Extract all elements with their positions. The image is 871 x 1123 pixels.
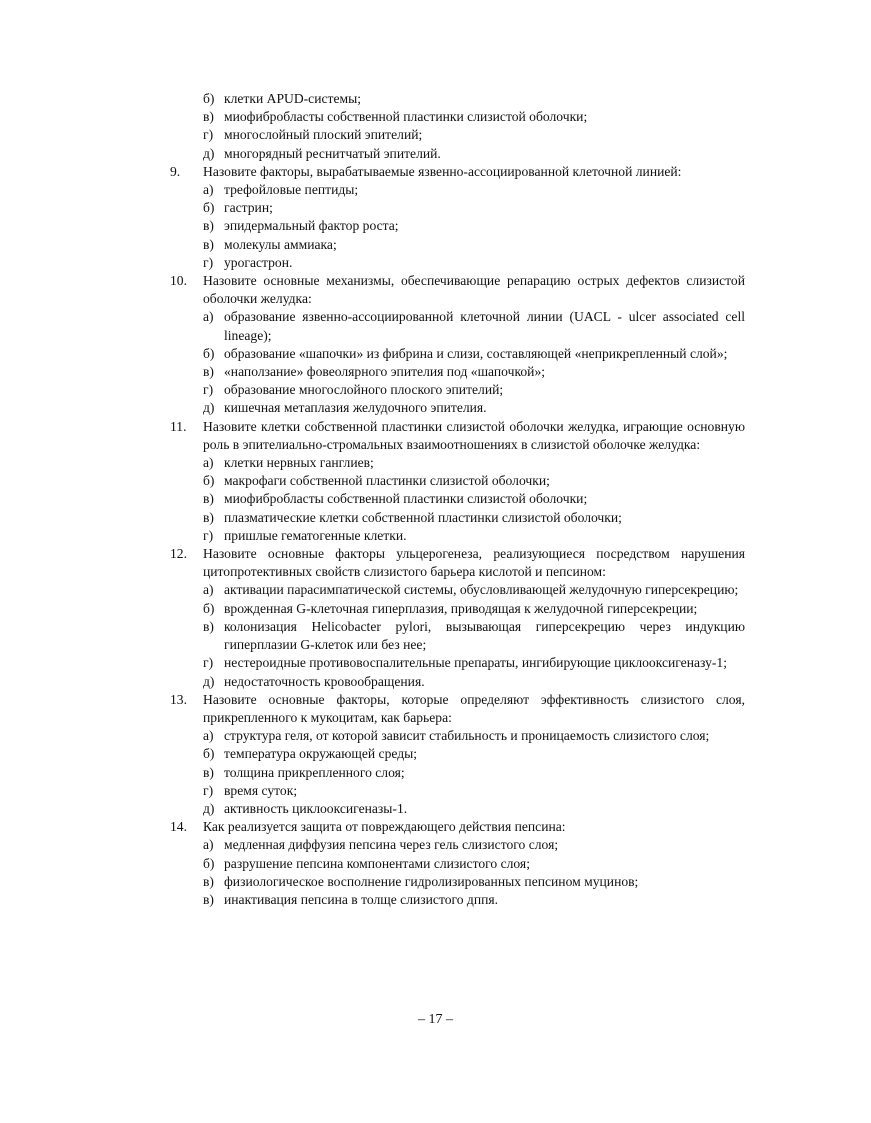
answer-option xyxy=(170,836,745,854)
answer-option-label: а) xyxy=(203,455,214,471)
answer-option-label: в) xyxy=(203,236,214,252)
answer-option-text: урогастрон. xyxy=(224,254,293,270)
question-number: 10. xyxy=(170,273,187,289)
answer-option xyxy=(170,527,745,545)
answer-option xyxy=(170,454,745,472)
question-text: Назовите клетки собственной пластинки слизистой оболочки желудка, играющие основную роль в эпителиально-стромальных взаимоотношениях в слизистой оболочке желудка: xyxy=(203,418,745,452)
answer-option-text: миофибробласты собственной пластинки слизистой оболочки; xyxy=(224,109,588,125)
question-text: Назовите факторы, вырабатываемые язвенно-ассоциированной клеточной линией: xyxy=(203,163,682,179)
answer-option-text: миофибробласты собственной пластинки слизистой оболочки; xyxy=(224,491,588,507)
answer-option-label: г) xyxy=(203,382,214,398)
question-block xyxy=(170,418,745,545)
answer-option-label: б) xyxy=(203,345,215,361)
answer-option-label: г) xyxy=(203,655,214,671)
answer-option xyxy=(170,490,745,508)
answer-option xyxy=(170,891,745,909)
answer-option xyxy=(170,90,745,108)
question-text: Назовите основные факторы, которые определяют эффективность слизистого слоя, прикрепленного к мукоцитам, как барьера: xyxy=(203,691,745,725)
answer-option xyxy=(170,217,745,235)
answer-option xyxy=(170,654,745,672)
question-block xyxy=(170,545,745,691)
question-block xyxy=(170,818,745,909)
answer-option xyxy=(170,472,745,490)
question-heading xyxy=(170,272,745,308)
answer-option xyxy=(170,236,745,254)
answer-option-text: клетки APUD-системы; xyxy=(224,91,362,106)
answer-option-text: инактивация пепсина в толще слизистого дппя. xyxy=(224,891,499,907)
page-content xyxy=(170,90,745,909)
answer-option xyxy=(170,381,745,399)
answer-option-label: б) xyxy=(203,91,215,106)
answer-option-text: плазматические клетки собственной пластинки слизистой оболочки; xyxy=(224,509,622,525)
answer-option xyxy=(170,618,745,654)
question-block xyxy=(170,272,745,418)
question-heading xyxy=(170,545,745,581)
answer-option-text: медленная диффузия пепсина через гель слизистого слоя; xyxy=(224,837,559,853)
answer-option-text: макрофаги собственной пластинки слизистой оболочки; xyxy=(224,473,550,489)
answer-option-label: а) xyxy=(203,728,214,744)
answer-option-label: а) xyxy=(203,837,214,853)
answer-option-text: нестероидные противовоспалительные препараты, ингибирующие циклооксигеназу-1; xyxy=(224,655,728,671)
question-block xyxy=(170,163,745,272)
answer-option-label: в) xyxy=(203,364,214,380)
answer-option xyxy=(170,199,745,217)
answer-option-text: образование многослойного плоского эпителий; xyxy=(224,382,504,398)
answer-option-label: д) xyxy=(203,145,215,161)
answer-option xyxy=(170,363,745,381)
answer-option-text: гастрин; xyxy=(224,200,273,216)
answer-option-label: б) xyxy=(203,855,215,871)
answer-option-label: в) xyxy=(203,891,214,907)
page-number: – 17 – xyxy=(418,1012,453,1027)
answer-option-text: структура геля, от которой зависит стабильность и проницаемость слизистого слоя; xyxy=(224,728,710,744)
question-number: 9. xyxy=(170,163,181,179)
question-heading xyxy=(170,418,745,454)
answer-option-label: б) xyxy=(203,473,215,489)
answer-option-label: г) xyxy=(203,527,214,543)
answer-option-text: многорядный реснитчатый эпителий. xyxy=(224,145,441,161)
answer-option-label: а) xyxy=(203,182,214,198)
answer-option-label: б) xyxy=(203,600,215,616)
answer-option xyxy=(170,509,745,527)
answer-option-label: б) xyxy=(203,746,215,762)
answer-option-text: время суток; xyxy=(224,782,298,798)
answer-option xyxy=(170,126,745,144)
answer-option xyxy=(170,745,745,763)
answer-option-text: физиологическое восполнение гидролизированных пепсином муцинов; xyxy=(224,873,639,889)
answer-option-text: разрушение пепсина компонентами слизистого слоя; xyxy=(224,855,530,871)
answer-option xyxy=(170,345,745,363)
answer-option xyxy=(170,145,745,163)
answer-option-label: а) xyxy=(203,582,214,598)
answer-option xyxy=(170,581,745,599)
answer-option xyxy=(170,727,745,745)
question-block xyxy=(170,691,745,818)
answer-option-text: активность циклооксигеназы-1. xyxy=(224,800,408,816)
answer-option-label: в) xyxy=(203,618,214,634)
answer-option-text: молекулы аммиака; xyxy=(224,236,337,252)
question-number: 13. xyxy=(170,691,187,707)
answer-option-text: температура окружающей среды; xyxy=(224,746,418,762)
answer-option xyxy=(170,254,745,272)
answer-option-text: пришлые гематогенные клетки. xyxy=(224,527,407,543)
question-heading xyxy=(170,163,745,181)
answer-option xyxy=(170,181,745,199)
answer-option-text: недостаточность кровообращения. xyxy=(224,673,425,689)
question-heading xyxy=(170,818,745,836)
question-heading xyxy=(170,691,745,727)
question-number: 12. xyxy=(170,546,187,562)
answer-option-label: в) xyxy=(203,873,214,889)
answer-option-label: г) xyxy=(203,127,214,143)
answer-option xyxy=(170,873,745,891)
question-text: Назовите основные механизмы, обеспечивающие репарацию острых дефектов слизистой оболочки желудка: xyxy=(203,273,745,307)
answer-option xyxy=(170,764,745,782)
answer-option xyxy=(170,308,745,344)
answer-option-label: в) xyxy=(203,109,214,125)
answer-option xyxy=(170,782,745,800)
answer-option-text: кишечная метаплазия желудочного эпителия. xyxy=(224,400,487,416)
answer-option xyxy=(170,600,745,618)
answer-option-text: эпидермальный фактор роста; xyxy=(224,218,399,234)
answer-option-label: а) xyxy=(203,309,214,325)
question-number: 14. xyxy=(170,819,187,835)
answer-option xyxy=(170,108,745,126)
answer-option-label: д) xyxy=(203,673,215,689)
answer-option-label: г) xyxy=(203,254,214,270)
answer-option-text: врожденная G-клеточная гиперплазия, приводящая к желудочной гиперсекреции; xyxy=(224,600,698,616)
answer-option-label: д) xyxy=(203,400,215,416)
answer-option xyxy=(170,855,745,873)
answer-option-text: многослойный плоский эпителий; xyxy=(224,127,423,143)
answer-option-text: «наползание» фовеолярного эпителия под «шапочкой»; xyxy=(224,364,546,380)
answer-option-text: колонизация Helicobacter pylori, вызывающая гиперсекрецию через индукцию гиперплазии G-клеток или без нее; xyxy=(224,618,745,653)
answer-option-text: толщина прикрепленного слоя; xyxy=(224,764,405,780)
answer-option-label: в) xyxy=(203,764,214,780)
question-text: Назовите основные факторы ульцерогенеза, реализующиеся посредством нарушения цитопротективных свойств слизистого барьера кислотой и пепсином: xyxy=(203,546,745,580)
question-number: 11. xyxy=(170,418,187,434)
answer-option-text: трефойловые пептиды; xyxy=(224,182,359,198)
question-text: Как реализуется защита от повреждающего действия пепсина: xyxy=(203,819,566,835)
lead-options-list xyxy=(170,90,745,163)
answer-option xyxy=(170,399,745,417)
questions-list xyxy=(170,163,745,909)
answer-option-text: образование «шапочки» из фибрина и слизи, составляющей «неприкрепленный слой»; xyxy=(224,345,728,361)
answer-option-label: в) xyxy=(203,218,214,234)
answer-option-label: б) xyxy=(203,200,215,216)
answer-option-text: клетки нервных ганглиев; xyxy=(224,455,374,471)
answer-option-label: в) xyxy=(203,491,214,507)
answer-option-label: д) xyxy=(203,800,215,816)
answer-option-text: активации парасимпатической системы, обусловливающей желудочную гиперсекрецию; xyxy=(224,582,739,598)
answer-option xyxy=(170,800,745,818)
answer-option xyxy=(170,673,745,691)
answer-option-label: г) xyxy=(203,782,214,798)
answer-option-text: образование язвенно-ассоциированной клеточной линии (UACL - ulcer associated cell lineage); xyxy=(224,309,745,343)
answer-option-label: в) xyxy=(203,509,214,525)
